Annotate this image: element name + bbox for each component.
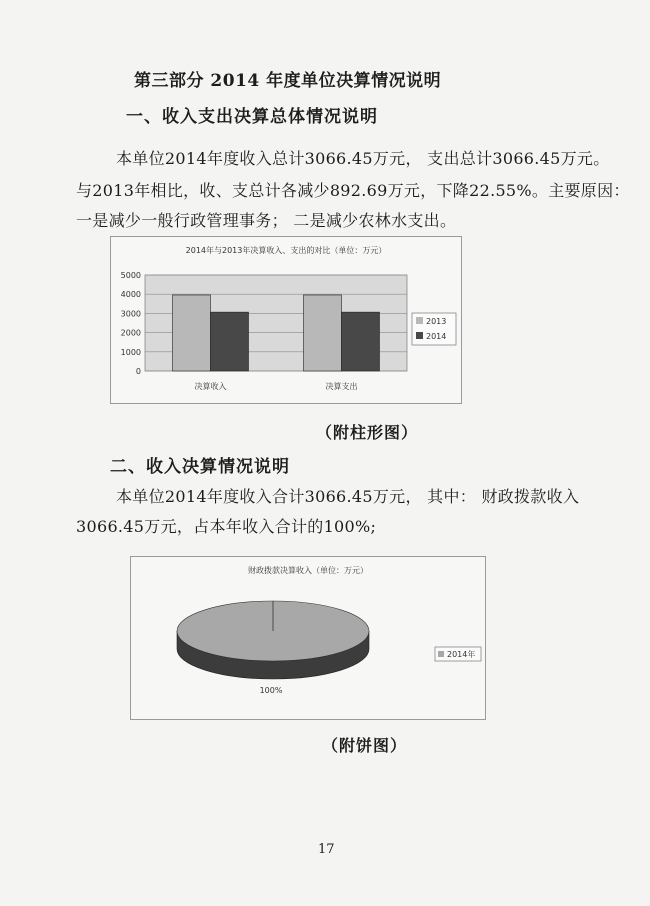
legend-swatch-2013 bbox=[416, 317, 423, 324]
bar-2014-1 bbox=[342, 312, 380, 371]
legend-label-2013: 2013 bbox=[426, 317, 447, 326]
pie-chart-container bbox=[130, 556, 486, 720]
section-title: 第三部分 2014 年度单位决算情况说明 bbox=[134, 71, 442, 91]
paragraph-line: 本单位2014年度收入合计3066.45万元， 其中： 财政拨款收入 bbox=[116, 487, 580, 506]
legend-label-2014-pie: 2014年 bbox=[447, 650, 476, 659]
paragraph-line: 与2013年相比，收、支总计各减少892.69万元，下降22.55%。主要原因： bbox=[76, 181, 630, 200]
heading-income-details: 二、收入决算情况说明 bbox=[110, 457, 290, 477]
bar-2013-1 bbox=[304, 295, 342, 371]
bar-chart-caption: （附柱形图） bbox=[316, 423, 419, 442]
bar-y-tick-label: 0 bbox=[135, 367, 141, 376]
pie-chart-caption: （附饼图） bbox=[322, 736, 408, 755]
pie-chart-title: 财政拨款决算收入（单位：万元） bbox=[248, 566, 368, 575]
paragraph-line: 3066.45万元，占本年收入合计的100%; bbox=[76, 517, 377, 536]
bar-chart-title: 2014年与2013年决算收入、支出的对比（单位：万元） bbox=[185, 246, 387, 255]
pie-data-label: 100% bbox=[259, 686, 283, 695]
page-number: 17 bbox=[318, 842, 335, 857]
legend-label-2014: 2014 bbox=[426, 332, 447, 341]
bar-x-tick-label: 决算收入 bbox=[194, 382, 227, 391]
paragraph-line: 一是减少一般行政管理事务； 二是减少农林水支出。 bbox=[76, 211, 457, 230]
legend-swatch-2014 bbox=[416, 332, 423, 339]
heading-income-expense-overview: 一、收入支出决算总体情况说明 bbox=[126, 107, 378, 127]
pie-chart bbox=[131, 557, 485, 719]
bar-x-tick-label: 决算支出 bbox=[325, 382, 358, 391]
bar-2014-0 bbox=[211, 312, 249, 371]
bar-y-tick-label: 1000 bbox=[120, 347, 141, 357]
bar-y-tick-label: 5000 bbox=[120, 271, 141, 280]
bar-y-tick-label: 2000 bbox=[120, 328, 141, 338]
legend-swatch-2014-pie bbox=[438, 651, 444, 657]
paragraph-line: 本单位2014年度收入总计3066.45万元， 支出总计3066.45万元。 bbox=[116, 149, 610, 168]
bar-2013-0 bbox=[173, 295, 211, 371]
bar-y-tick-label: 3000 bbox=[120, 309, 141, 319]
bar-chart bbox=[111, 237, 461, 403]
bar-y-tick-label: 4000 bbox=[120, 290, 141, 300]
bar-chart-container bbox=[110, 236, 462, 404]
